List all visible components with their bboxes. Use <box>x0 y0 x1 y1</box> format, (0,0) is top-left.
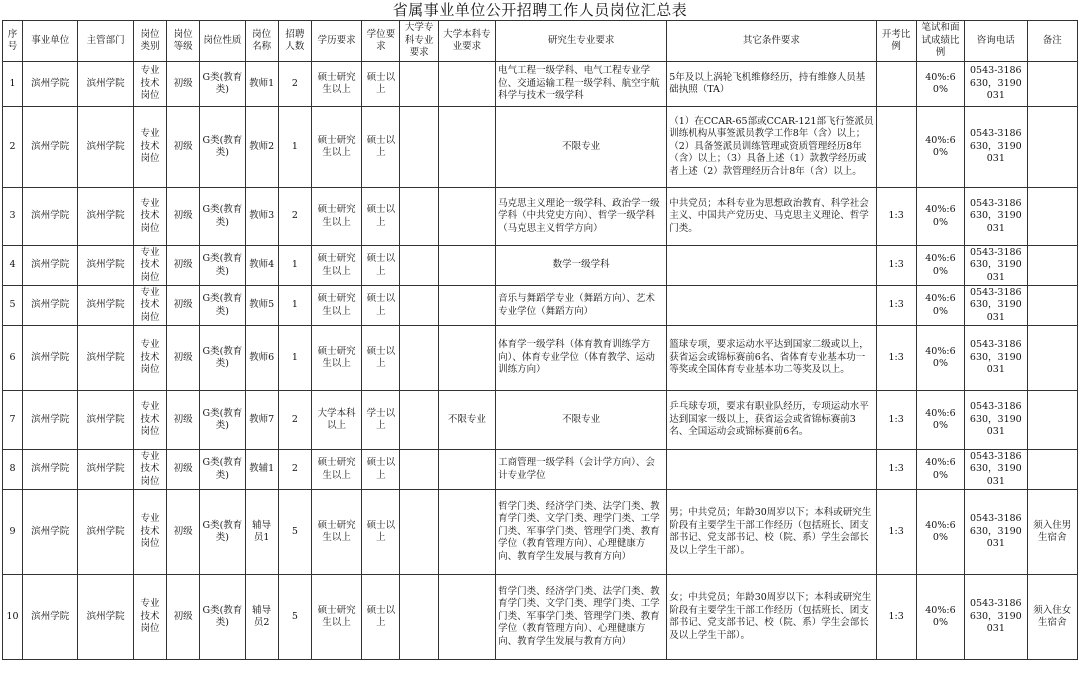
cell-ratio: 1:3 <box>876 575 916 660</box>
cell-undergrad <box>438 450 495 490</box>
cell-undergrad <box>438 326 495 391</box>
cell-other <box>667 286 876 326</box>
table-row <box>3 450 1078 490</box>
cell-phone: 0543-3186630，3190031 <box>965 107 1027 188</box>
header-cell: 学历要求 <box>311 21 361 62</box>
cell-note: 须入住男生宿舍 <box>1027 490 1077 575</box>
cell-ratio: 1:3 <box>876 326 916 391</box>
cell-other: （1）在CCAR-65部或CCAR-121部飞行签派员训练机构从事签派员教学工作8年（含）以上；（2）具备签派员训练管理或资质管理经历8年（含）以上；（3）具备上述（1）款教学经历或者上述（2）款管理经历合计8年（含）以上。 <box>667 107 876 188</box>
cell-undergrad <box>438 246 495 286</box>
header-cell: 序号 <box>3 21 23 62</box>
cell-no: 3 <box>3 188 23 246</box>
cell-category: 专业技术岗位 <box>133 246 166 286</box>
header-cell: 笔试和面试成绩比例 <box>916 21 964 62</box>
cell-phone: 0543-3186630，3190031 <box>965 490 1027 575</box>
cell-score: 40%:60% <box>916 326 964 391</box>
cell-undergrad <box>438 575 495 660</box>
cell-unit: 滨州学院 <box>23 107 78 188</box>
cell-nature: G类(教育类) <box>200 246 245 286</box>
cell-note: 须入住女生宿舍 <box>1027 575 1077 660</box>
cell-grad: 音乐与舞蹈学专业（舞蹈方向）、艺术专业学位（舞蹈方向） <box>496 286 667 326</box>
cell-dept: 滨州学院 <box>78 490 133 575</box>
cell-name: 教师2 <box>245 107 278 188</box>
cell-college <box>400 575 438 660</box>
cell-count: 1 <box>278 107 311 188</box>
cell-name: 教师7 <box>245 391 278 450</box>
cell-count: 2 <box>278 62 311 107</box>
table-row <box>3 286 1078 326</box>
cell-undergrad <box>438 490 495 575</box>
cell-dept: 滨州学院 <box>78 575 133 660</box>
cell-name: 教师4 <box>245 246 278 286</box>
cell-degree: 硕士以上 <box>362 188 400 246</box>
cell-name: 教师3 <box>245 188 278 246</box>
cell-ratio <box>876 107 916 188</box>
cell-degree: 硕士以上 <box>362 575 400 660</box>
header-cell: 研究生专业要求 <box>496 21 667 62</box>
cell-dept: 滨州学院 <box>78 107 133 188</box>
cell-score: 40%:60% <box>916 450 964 490</box>
cell-college <box>400 246 438 286</box>
cell-edu: 硕士研究生以上 <box>311 286 361 326</box>
cell-name: 辅导员1 <box>245 490 278 575</box>
header-cell: 招聘人数 <box>278 21 311 62</box>
cell-unit: 滨州学院 <box>23 286 78 326</box>
cell-phone: 0543-3186630，3190031 <box>965 391 1027 450</box>
cell-level: 初级 <box>167 575 200 660</box>
cell-phone: 0543-3186630，3190031 <box>965 575 1027 660</box>
cell-no: 2 <box>3 107 23 188</box>
header-row <box>3 21 1078 62</box>
cell-other: 乒乓球专项，要求有职业队经历，专项运动水平达到国家一级以上，获省运会或省锦标赛前3名、全国运动会或锦标赛前6名。 <box>667 391 876 450</box>
cell-degree: 硕士以上 <box>362 246 400 286</box>
cell-other: 5年及以上涡轮飞机维修经历，持有维修人员基础执照（TA） <box>667 62 876 107</box>
cell-phone: 0543-3186630，3190031 <box>965 286 1027 326</box>
cell-degree: 硕士以上 <box>362 107 400 188</box>
cell-category: 专业技术岗位 <box>133 326 166 391</box>
cell-note <box>1027 107 1077 188</box>
cell-category: 专业技术岗位 <box>133 490 166 575</box>
header-cell: 大学本科专业要求 <box>438 21 495 62</box>
header-cell: 主管部门 <box>78 21 133 62</box>
cell-college <box>400 286 438 326</box>
cell-nature: G类(教育类) <box>200 575 245 660</box>
cell-dept: 滨州学院 <box>78 391 133 450</box>
cell-grad: 工商管理一级学科（会计学方向）、会计专业学位 <box>496 450 667 490</box>
cell-degree: 硕士以上 <box>362 490 400 575</box>
cell-other: 中共党员；本科专业为思想政治教育、科学社会主义、中国共产党历史、马克思主义理论、哲学门类。 <box>667 188 876 246</box>
header-cell: 开考比例 <box>876 21 916 62</box>
cell-other: 女；中共党员；年龄30周岁以下；本科或研究生阶段有主要学生干部工作经历（包括班长、团支部书记、党支部书记、校（院、系）学生会部长及以上学生干部）。 <box>667 575 876 660</box>
cell-undergrad <box>438 286 495 326</box>
cell-note <box>1027 62 1077 107</box>
header-cell: 其它条件要求 <box>667 21 876 62</box>
cell-name: 教师1 <box>245 62 278 107</box>
cell-phone: 0543-3186630，3190031 <box>965 450 1027 490</box>
cell-category: 专业技术岗位 <box>133 188 166 246</box>
header-cell: 备注 <box>1027 21 1077 62</box>
cell-level: 初级 <box>167 490 200 575</box>
cell-other <box>667 450 876 490</box>
cell-edu: 硕士研究生以上 <box>311 107 361 188</box>
cell-category: 专业技术岗位 <box>133 450 166 490</box>
cell-unit: 滨州学院 <box>23 246 78 286</box>
header-cell: 大学专科专业要求 <box>400 21 438 62</box>
cell-note <box>1027 246 1077 286</box>
table-row <box>3 575 1078 660</box>
cell-other <box>667 246 876 286</box>
table-row <box>3 490 1078 575</box>
cell-dept: 滨州学院 <box>78 326 133 391</box>
cell-count: 5 <box>278 490 311 575</box>
cell-unit: 滨州学院 <box>23 490 78 575</box>
header-cell: 岗位类别 <box>133 21 166 62</box>
table-row <box>3 62 1078 107</box>
cell-note <box>1027 450 1077 490</box>
cell-edu: 硕士研究生以上 <box>311 450 361 490</box>
cell-phone: 0543-3186630，3190031 <box>965 246 1027 286</box>
header-cell: 岗位名称 <box>245 21 278 62</box>
cell-nature: G类(教育类) <box>200 490 245 575</box>
cell-score: 40%:60% <box>916 107 964 188</box>
cell-edu: 硕士研究生以上 <box>311 326 361 391</box>
header-cell: 事业单位 <box>23 21 78 62</box>
cell-name: 辅导员2 <box>245 575 278 660</box>
cell-count: 5 <box>278 575 311 660</box>
cell-count: 1 <box>278 246 311 286</box>
cell-edu: 大学本科以上 <box>311 391 361 450</box>
cell-nature: G类(教育类) <box>200 286 245 326</box>
cell-grad: 电气工程一级学科、电气工程专业学位、交通运输工程一级学科、航空宇航科学与技术一级学科 <box>496 62 667 107</box>
cell-ratio: 1:3 <box>876 391 916 450</box>
cell-unit: 滨州学院 <box>23 450 78 490</box>
cell-edu: 硕士研究生以上 <box>311 246 361 286</box>
cell-ratio: 1:3 <box>876 286 916 326</box>
cell-nature: G类(教育类) <box>200 107 245 188</box>
header-cell: 岗位性质 <box>200 21 245 62</box>
header-cell: 学位要求 <box>362 21 400 62</box>
cell-phone: 0543-3186630，3190031 <box>965 326 1027 391</box>
cell-unit: 滨州学院 <box>23 326 78 391</box>
cell-dept: 滨州学院 <box>78 286 133 326</box>
cell-no: 9 <box>3 490 23 575</box>
cell-no: 6 <box>3 326 23 391</box>
cell-score: 40%:60% <box>916 575 964 660</box>
table-title: 省属事业单位公开招聘工作人员岗位汇总表 <box>392 1 688 19</box>
cell-edu: 硕士研究生以上 <box>311 188 361 246</box>
cell-category: 专业技术岗位 <box>133 286 166 326</box>
cell-ratio: 1:3 <box>876 490 916 575</box>
cell-phone: 0543-3186630，3190031 <box>965 188 1027 246</box>
cell-undergrad <box>438 62 495 107</box>
cell-grad: 不限专业 <box>496 391 667 450</box>
cell-dept: 滨州学院 <box>78 246 133 286</box>
cell-level: 初级 <box>167 62 200 107</box>
cell-name: 教师6 <box>245 326 278 391</box>
cell-college <box>400 391 438 450</box>
cell-unit: 滨州学院 <box>23 62 78 107</box>
cell-dept: 滨州学院 <box>78 450 133 490</box>
cell-nature: G类(教育类) <box>200 391 245 450</box>
table-row <box>3 326 1078 391</box>
table-row <box>3 391 1078 450</box>
cell-nature: G类(教育类) <box>200 326 245 391</box>
cell-no: 4 <box>3 246 23 286</box>
cell-phone: 0543-3186630，3190031 <box>965 62 1027 107</box>
cell-count: 2 <box>278 188 311 246</box>
cell-grad: 哲学门类、经济学门类、法学门类、教育学门类、文学门类、理学门类、工学门类、军事学门类、管理学门类、教育学位（教育管理方向）、心理健康方向、教育学生发展与教育方向） <box>496 575 667 660</box>
cell-category: 专业技术岗位 <box>133 575 166 660</box>
cell-college <box>400 107 438 188</box>
cell-category: 专业技术岗位 <box>133 107 166 188</box>
cell-level: 初级 <box>167 326 200 391</box>
cell-score: 40%:60% <box>916 246 964 286</box>
cell-count: 1 <box>278 286 311 326</box>
cell-grad: 体育学一级学科（体育教育训练学方向）、体育专业学位（体育教学、运动训练方向） <box>496 326 667 391</box>
cell-level: 初级 <box>167 246 200 286</box>
cell-note <box>1027 326 1077 391</box>
cell-nature: G类(教育类) <box>200 62 245 107</box>
cell-count: 1 <box>278 326 311 391</box>
cell-college <box>400 188 438 246</box>
cell-score: 40%:60% <box>916 286 964 326</box>
cell-no: 8 <box>3 450 23 490</box>
cell-edu: 硕士研究生以上 <box>311 575 361 660</box>
table-row <box>3 188 1078 246</box>
header-cell: 岗位等级 <box>167 21 200 62</box>
cell-level: 初级 <box>167 450 200 490</box>
cell-college <box>400 450 438 490</box>
cell-level: 初级 <box>167 286 200 326</box>
cell-score: 40%:60% <box>916 188 964 246</box>
cell-no: 5 <box>3 286 23 326</box>
cell-dept: 滨州学院 <box>78 188 133 246</box>
cell-unit: 滨州学院 <box>23 575 78 660</box>
cell-unit: 滨州学院 <box>23 391 78 450</box>
cell-degree: 硕士以上 <box>362 450 400 490</box>
cell-unit: 滨州学院 <box>23 188 78 246</box>
cell-count: 2 <box>278 391 311 450</box>
cell-ratio: 1:3 <box>876 246 916 286</box>
cell-grad: 不限专业 <box>496 107 667 188</box>
cell-dept: 滨州学院 <box>78 62 133 107</box>
cell-note <box>1027 391 1077 450</box>
cell-college <box>400 326 438 391</box>
cell-name: 教辅1 <box>245 450 278 490</box>
cell-score: 40%:60% <box>916 62 964 107</box>
cell-no: 1 <box>3 62 23 107</box>
cell-other: 男；中共党员；年龄30周岁以下；本科或研究生阶段有主要学生干部工作经历（包括班长、团支部书记、党支部书记、校（院、系）学生会部长及以上学生干部）。 <box>667 490 876 575</box>
table-row <box>3 107 1078 188</box>
cell-category: 专业技术岗位 <box>133 391 166 450</box>
cell-note <box>1027 188 1077 246</box>
cell-degree: 硕士以上 <box>362 326 400 391</box>
cell-name: 教师5 <box>245 286 278 326</box>
cell-nature: G类(教育类) <box>200 188 245 246</box>
cell-no: 7 <box>3 391 23 450</box>
cell-college <box>400 62 438 107</box>
cell-degree: 学士以上 <box>362 391 400 450</box>
cell-grad: 数学一级学科 <box>496 246 667 286</box>
cell-edu: 硕士研究生以上 <box>311 62 361 107</box>
cell-category: 专业技术岗位 <box>133 62 166 107</box>
cell-undergrad: 不限专业 <box>438 391 495 450</box>
cell-undergrad <box>438 188 495 246</box>
cell-other: 篮球专项，要求运动水平达到国家二级或以上，获省运会或锦标赛前6名、省体育专业基本功一等奖或全国体育专业基本功二等奖及以上。 <box>667 326 876 391</box>
cell-score: 40%:60% <box>916 490 964 575</box>
cell-grad: 马克思主义理论一级学科、政治学一级学科（中共党史方向）、哲学一级学科（马克思主义哲学方向） <box>496 188 667 246</box>
cell-note <box>1027 286 1077 326</box>
cell-degree: 硕士以上 <box>362 286 400 326</box>
cell-undergrad <box>438 107 495 188</box>
cell-college <box>400 490 438 575</box>
cell-level: 初级 <box>167 188 200 246</box>
cell-grad: 哲学门类、经济学门类、法学门类、教育学门类、文学门类、理学门类、工学门类、军事学门类、管理学门类、教育学位（教育管理方向）、心理健康方向、教育学生发展与教育方向） <box>496 490 667 575</box>
cell-edu: 硕士研究生以上 <box>311 490 361 575</box>
cell-ratio: 1:3 <box>876 188 916 246</box>
cell-count: 2 <box>278 450 311 490</box>
cell-score: 40%:60% <box>916 391 964 450</box>
cell-nature: G类(教育类) <box>200 450 245 490</box>
cell-level: 初级 <box>167 391 200 450</box>
positions-table <box>2 20 1078 660</box>
table-row <box>3 246 1078 286</box>
cell-ratio: 1:3 <box>876 450 916 490</box>
cell-no: 10 <box>3 575 23 660</box>
header-cell: 咨询电话 <box>965 21 1027 62</box>
cell-degree: 硕士以上 <box>362 62 400 107</box>
cell-ratio <box>876 62 916 107</box>
cell-level: 初级 <box>167 107 200 188</box>
